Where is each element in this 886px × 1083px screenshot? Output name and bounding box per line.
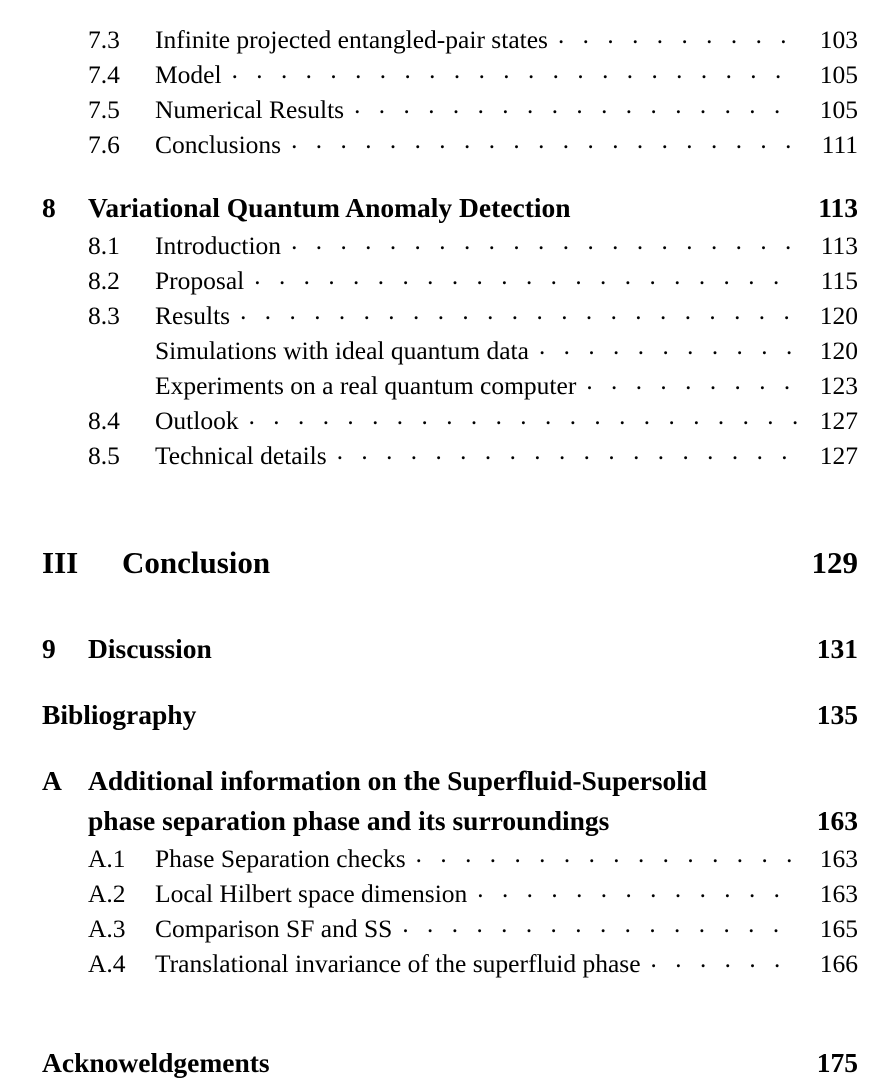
entry-number: 7.4 bbox=[88, 60, 120, 89]
entry-number: 8 bbox=[42, 192, 56, 223]
entry-number: 7.6 bbox=[88, 130, 120, 159]
toc-entry-8-2[interactable] bbox=[42, 263, 858, 298]
entry-page-number: 135 bbox=[816, 699, 858, 730]
toc-entry-part-iii[interactable] bbox=[42, 541, 858, 585]
dot-leader bbox=[354, 93, 798, 119]
spacer-before-chapter-9 bbox=[0, 585, 886, 629]
dot-leader bbox=[337, 439, 798, 465]
entry-page-number: 113 bbox=[818, 192, 858, 223]
entry-title: Acknoweldgements bbox=[42, 1047, 270, 1078]
entry-title: Comparison SF and SS bbox=[155, 914, 393, 943]
entry-title: Introduction bbox=[155, 231, 282, 260]
entry-number: A.4 bbox=[88, 949, 126, 978]
toc-entry-7-3[interactable] bbox=[42, 22, 858, 57]
entry-page-number: 163 bbox=[819, 879, 858, 908]
spacer-before-part-iii bbox=[0, 473, 886, 541]
entry-page-number: 129 bbox=[811, 545, 858, 580]
entry-title: Experiments on a real quantum computer bbox=[155, 371, 577, 400]
entry-title: Technical details bbox=[155, 441, 327, 470]
spacer-before-appendix-a bbox=[0, 735, 886, 761]
entry-page-number: 175 bbox=[816, 1047, 858, 1078]
entry-page-number: 163 bbox=[816, 805, 858, 836]
entry-title: Local Hilbert space dimension bbox=[155, 879, 468, 908]
toc-entry-8-3[interactable] bbox=[42, 298, 858, 333]
entry-title: Simulations with ideal quantum data bbox=[155, 336, 529, 365]
entry-page-number: 123 bbox=[819, 371, 858, 400]
entry-title: Infinite projected entangled-pair states bbox=[155, 25, 548, 54]
toc-entry-a-2[interactable] bbox=[42, 876, 858, 911]
toc-entry-simulations-ideal-quantum-data[interactable] bbox=[42, 333, 858, 368]
entry-title: Discussion bbox=[88, 633, 212, 664]
entry-title: Model bbox=[155, 60, 222, 89]
dot-leader bbox=[232, 58, 798, 84]
entry-page-number: 120 bbox=[819, 301, 858, 330]
entry-number: III bbox=[42, 545, 79, 580]
spacer-before-chapter-8 bbox=[0, 162, 886, 188]
dot-leader bbox=[477, 877, 798, 903]
entry-page-number: 103 bbox=[819, 25, 858, 54]
spacer-before-bibliography bbox=[0, 669, 886, 695]
appendix-title-block bbox=[88, 761, 858, 841]
entry-title: Numerical Results bbox=[155, 95, 345, 124]
toc-entry-8-4[interactable] bbox=[42, 403, 858, 438]
entry-number: 8.1 bbox=[88, 231, 120, 260]
entry-title: Translational invariance of the superfluid phase bbox=[155, 949, 641, 978]
dot-leader bbox=[402, 912, 798, 938]
entry-page-number: 105 bbox=[819, 95, 858, 124]
toc-entry-experiments-real-quantum-computer[interactable] bbox=[42, 368, 858, 403]
toc-entry-8-5[interactable] bbox=[42, 438, 858, 473]
toc-entry-8-1[interactable] bbox=[42, 228, 858, 263]
entry-number: 7.3 bbox=[88, 25, 120, 54]
entry-number: 9 bbox=[42, 633, 56, 664]
entry-number: 8.3 bbox=[88, 301, 120, 330]
toc-entry-bibliography[interactable] bbox=[42, 695, 858, 735]
dot-leader bbox=[651, 947, 798, 973]
entry-page-number: 111 bbox=[821, 130, 858, 159]
toc-entry-a-4[interactable] bbox=[42, 946, 858, 981]
entry-number: 8.2 bbox=[88, 266, 120, 295]
entry-title: Outlook bbox=[155, 406, 239, 435]
entry-page-number: 131 bbox=[816, 633, 858, 664]
entry-number: A bbox=[42, 765, 62, 796]
entry-number: 8.4 bbox=[88, 406, 120, 435]
entry-title: Variational Quantum Anomaly Detection bbox=[88, 192, 571, 223]
entry-number: 7.5 bbox=[88, 95, 120, 124]
entry-title: Conclusion bbox=[122, 545, 271, 580]
toc-entry-acknowledgements[interactable] bbox=[42, 1043, 858, 1083]
entry-page-number: 165 bbox=[819, 914, 858, 943]
dot-leader bbox=[416, 842, 798, 868]
entry-page-number: 163 bbox=[819, 844, 858, 873]
toc-entry-a-3[interactable] bbox=[42, 911, 858, 946]
dot-leader bbox=[558, 23, 798, 49]
toc-entry-appendix-a[interactable] bbox=[42, 761, 858, 841]
toc-entry-7-5[interactable] bbox=[42, 92, 858, 127]
toc-entry-chapter-9[interactable] bbox=[42, 629, 858, 669]
entry-number: 8.5 bbox=[88, 441, 120, 470]
dot-leader bbox=[539, 334, 796, 360]
entry-title-line-2-row bbox=[88, 801, 858, 841]
toc-entry-7-6[interactable] bbox=[42, 127, 858, 162]
entry-number: A.3 bbox=[88, 914, 126, 943]
dot-leader bbox=[240, 299, 798, 325]
entry-title: Conclusions bbox=[155, 130, 282, 159]
entry-number: A.1 bbox=[88, 844, 126, 873]
entry-page-number: 127 bbox=[819, 406, 858, 435]
toc-entry-7-4[interactable] bbox=[42, 57, 858, 92]
dot-leader bbox=[254, 264, 798, 290]
entry-number: A.2 bbox=[88, 879, 126, 908]
entry-title-line-2: phase separation phase and its surroundings bbox=[88, 805, 610, 836]
dot-leader bbox=[291, 128, 798, 154]
entry-page-number: 166 bbox=[819, 949, 858, 978]
entry-title-line-1: Additional information on the Superfluid-Supersolid bbox=[88, 765, 707, 796]
entry-title: Proposal bbox=[155, 266, 245, 295]
top-spacer bbox=[0, 0, 886, 22]
entry-title: Phase Separation checks bbox=[155, 844, 406, 873]
spacer-before-acknowledgements bbox=[0, 981, 886, 1043]
dot-leader bbox=[586, 369, 796, 395]
entry-title: Bibliography bbox=[42, 699, 197, 730]
toc-entry-chapter-8[interactable] bbox=[42, 188, 858, 228]
entry-title: Results bbox=[155, 301, 231, 330]
dot-leader bbox=[249, 404, 798, 430]
entry-page-number: 113 bbox=[820, 231, 858, 260]
entry-page-number: 120 bbox=[819, 336, 858, 365]
toc-entry-a-1[interactable] bbox=[42, 841, 858, 876]
entry-page-number: 127 bbox=[819, 441, 858, 470]
dot-leader bbox=[291, 229, 798, 255]
entry-page-number: 105 bbox=[819, 60, 858, 89]
entry-page-number: 115 bbox=[820, 266, 858, 295]
